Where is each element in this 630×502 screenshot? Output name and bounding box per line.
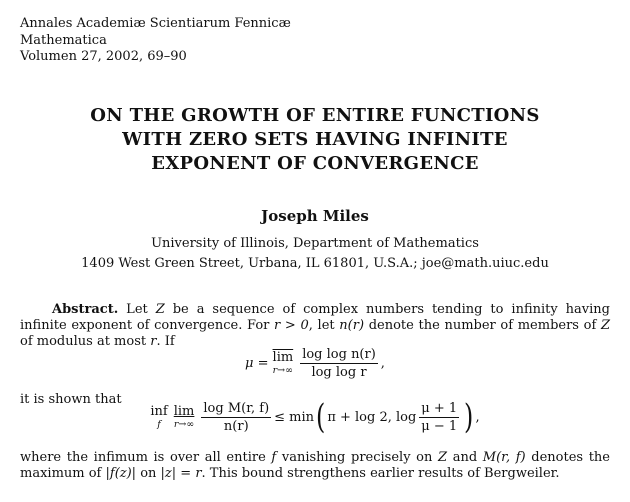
math-Z: Z [438,450,448,465]
journal-volume: Volumen 27, 2002, 69–90 [20,49,187,64]
eq1-lhs: μ = [245,356,269,371]
eq2-infimum [150,404,167,430]
title-line: ON THE GROWTH OF ENTIRE FUNCTIONS [90,105,540,126]
eq1-comma: , [380,356,385,371]
eq2-denominator: n(r) [223,418,249,434]
eq2-lim-subscript: r→∞ [173,418,195,430]
eq2-inf-subscript: f [157,419,161,430]
journal-header [20,16,291,66]
affiliation [0,234,630,274]
where-text: and [447,450,483,465]
eq2-right-paren: ) [464,397,474,437]
where-text: vanishing precisely on [276,450,439,465]
journal-name: Annales Academiæ Scientiarum Fennicæ [20,16,291,31]
eq1-limsup [273,351,294,376]
abstract-paragraph [20,302,610,350]
shown-text: it is shown that [20,392,122,407]
math-M-r-f: M(r, f) [482,450,526,465]
eq1-lim-word: $\overline{lim}$ [272,350,294,365]
eq1-numerator: log log n(r) [302,347,376,362]
affiliation-department: University of Illinois, Department of Mathematics [151,236,479,251]
abstract-text: of modulus at most [20,334,151,349]
abstract-text: Let [118,302,156,317]
math-abs-z-eq-r: |z| = r [160,466,202,481]
math-condition: r > 0 [274,318,309,333]
math-r: r [150,334,157,349]
abstract-text: be a sequence of complex numbers tending to infinity having infinite exponent of convergence. For [20,302,610,333]
abstract-text: . If [156,334,175,349]
where-text: where the infimum is over all entire [20,450,272,465]
title-line: EXPONENT OF CONVERGENCE [151,153,479,174]
abstract-text: denote the number of members of [364,318,601,333]
affiliation-address: 1409 West Green Street, Urbana, IL 61801, U.S.A.; joe@math.uiuc.edu [81,256,549,271]
eq2-left-paren: ( [316,397,326,437]
eq2-inner-numerator: μ + 1 [421,400,458,416]
eq2-liminf [174,405,195,430]
where-text: . This bound strengthens earlier results of Bergweiler. [201,466,560,481]
math-Z: Z [155,302,165,317]
eq2-comma: , [475,409,480,425]
math-n-r: n(r) [339,318,365,333]
eq1-denominator: log log r [311,365,367,380]
author-name: Joseph Miles [261,207,369,225]
where-paragraph [20,450,610,482]
equation-mu [0,347,630,380]
eq2-lim-word: lim [173,403,195,419]
math-Z: Z [600,318,610,333]
eq2-inner-fraction [419,401,459,434]
title-line: WITH ZERO SETS HAVING INFINITE [122,129,508,150]
eq2-numerator: log M(r, f) [203,400,270,416]
abstract-text: , let [308,318,340,333]
paper-title [0,104,630,176]
abstract-label: Abstract. [52,302,119,317]
math-f: f [271,450,277,465]
eq1-lim-subscript: r→∞ [272,365,294,376]
eq2-fraction [201,401,271,434]
eq1-fraction [300,347,378,380]
eq2-arguments: π + log 2, log [327,409,417,425]
where-text: denotes the maximum of [20,450,610,481]
eq2-inner-denominator: μ − 1 [421,418,458,434]
eq2-relation: ≤ min [274,409,315,425]
journal-series: Mathematica [20,32,107,48]
eq2-inf-word: inf [150,404,168,419]
where-text: on [136,466,161,481]
math-abs-f-z: |f(z)| [105,466,137,481]
